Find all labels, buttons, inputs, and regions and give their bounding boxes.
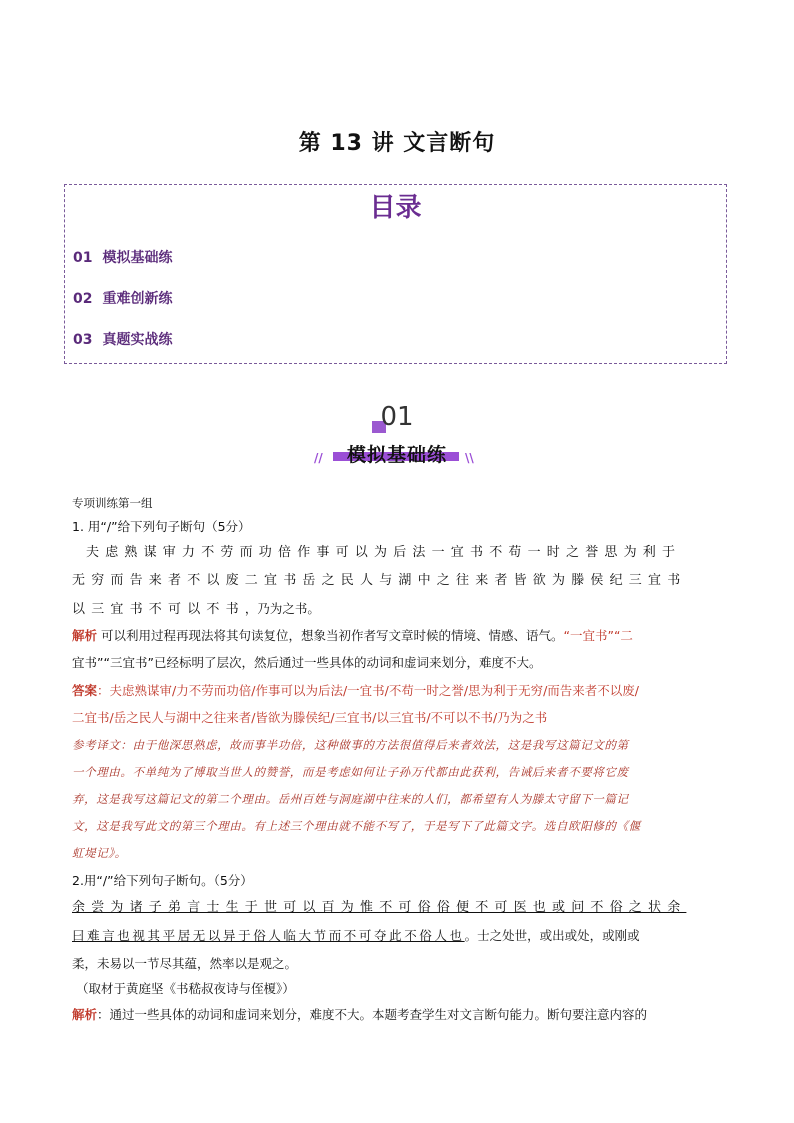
analysis-text: 已经标明了层次，然后通过一些具体的动词和虚词来划分，难度不大。 <box>153 655 542 670</box>
toc-item-number: 03 <box>73 332 93 348</box>
question-2-source: （取材于黄庭坚《书嵇叔夜诗与侄榎》） <box>76 981 295 996</box>
question-2-prompt: 2.用“/”给下列句子断句。（5分） <box>72 873 253 888</box>
analysis-text: 可以利用过程再现法将其句读复位，想象当初作者写文章时候的情境、情感、语气。 <box>97 628 564 643</box>
page-title: 第 13 讲 文言断句 <box>298 131 496 156</box>
section-number: 01 <box>380 402 414 432</box>
question-1-prompt: 1. 用“/”给下列句子断句（5分） <box>72 519 251 534</box>
section-slash-right: \\ <box>465 451 474 465</box>
question-2-text-underlined: 曰难言也视其平居无以异于俗人临大节而不可夺此不俗人也 <box>72 928 465 943</box>
question-2-analysis <box>72 1006 724 1024</box>
table-of-contents <box>64 184 727 364</box>
answer-text: ：夫虑熟谋审/力不劳而功倍/作事可以为后法/一宜书/不苟一时之誉/思为利于无穷/而告来者不以废/ <box>97 683 639 698</box>
group-label: 专项训练第一组 <box>72 496 153 510</box>
question-1-text-line <box>72 600 724 619</box>
analysis-label: 解析 <box>72 1007 98 1022</box>
question-2-text-line: 柔，未易以一节尽其蕴，然率以是观之。 <box>72 956 298 971</box>
translation-line: 文，这是我写此文的第三个理由。有上述三个理由就不能不写了，于是写下了此篇文字。选自欧阳修的《偃 <box>72 819 641 833</box>
question-1-text-line: 无穷而告来者不以废二宜书岳之民人与湖中之往来者皆欲为滕侯纪三宜书 <box>72 573 687 588</box>
analysis-text: ：通过一些具体的动词和虚词来划分，难度不大。本题考查学生对文言断句能力。断句要注意内容的 <box>97 1007 648 1022</box>
toc-item-3[interactable] <box>73 329 172 349</box>
question-1-answer <box>72 682 724 700</box>
question-1-text-line: 夫虑熟谋审力不劳而功倍作事可以为后法一宜书不苟一时之誉思为利于 <box>86 545 682 560</box>
toc-item-number: 02 <box>73 291 93 307</box>
question-1-text-part: 以三宜书不可以不书 <box>72 602 245 617</box>
toc-heading: 目录 <box>369 193 422 223</box>
section-slash-left: // <box>314 451 323 465</box>
question-2-text-line <box>72 927 724 945</box>
answer-label: 答案 <box>72 683 98 698</box>
toc-item-label: 模拟基础练 <box>102 250 173 266</box>
toc-item-number: 01 <box>73 250 93 266</box>
analysis-quote: 宜书”“三宜书” <box>72 655 154 670</box>
question-1-text-tail: ，乃为之书。 <box>244 601 320 616</box>
toc-item-1[interactable] <box>73 247 172 267</box>
toc-item-label: 真题实战练 <box>102 332 173 348</box>
translation-line: 一个理由。不单纯为了博取当世人的赞誉，而是考虑如何让子孙万代都由此获利，告诫后来者不要将它废 <box>72 765 629 779</box>
analysis-quote: “一宜书”“二 <box>563 628 633 643</box>
question-2-text-line: 余尝为诸子弟言士生于世可以百为惟不可俗俗便不可医也或问不俗之状余 <box>72 900 687 915</box>
toc-item-2[interactable] <box>73 288 172 308</box>
analysis-label: 解析 <box>72 628 98 643</box>
translation-line: 参考译文：由于他深思熟虑，故而事半功倍，这种做事的方法很值得后来者效法，这是我写这篇记文的第 <box>72 738 629 752</box>
translation-line: 弃，这是我写这篇记文的第二个理由。岳州百姓与洞庭湖中往来的人们，都希望有人为滕太守留下一篇记 <box>72 792 629 806</box>
question-1-analysis <box>72 627 724 645</box>
question-2-text-tail: 。士之处世，或出或处，或刚或 <box>464 928 640 943</box>
question-1-answer-cont: 二宜书/岳之民人与湖中之往来者/皆欲为滕侯纪/三宜书/以三宜书/不可以不书/乃为之书 <box>72 710 548 725</box>
question-1-analysis-cont <box>72 654 724 672</box>
toc-item-label: 重难创新练 <box>102 291 173 307</box>
translation-line: 虹堤记》。 <box>72 846 127 860</box>
section-title: 模拟基础练 <box>346 444 447 466</box>
